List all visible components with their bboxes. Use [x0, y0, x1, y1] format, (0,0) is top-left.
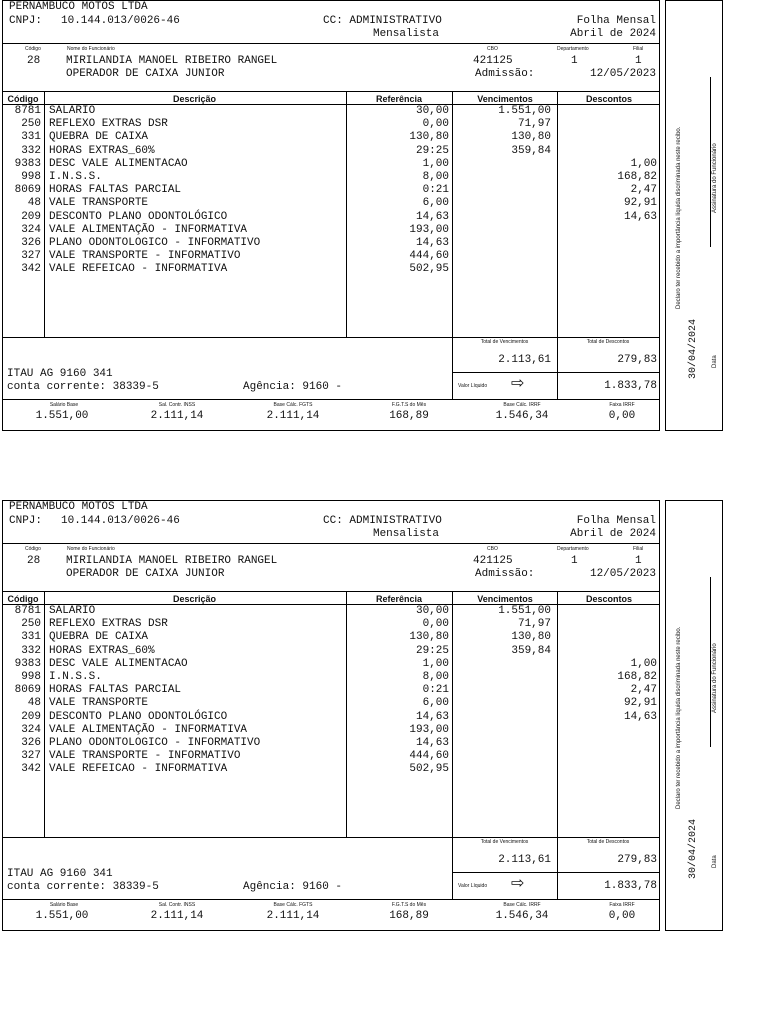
row-description: VALE ALIMENTAÇÃO - INFORMATIVA [49, 723, 248, 736]
row-code: 327 [21, 750, 41, 763]
payslip-main [2, 0, 660, 431]
row-description: DESCONTO PLANO ODONTOLÓGICO [49, 710, 228, 723]
row-description: REFLEXO EXTRAS DSR [49, 118, 168, 131]
inss-base-label: Sal. Contr. INSS [158, 902, 196, 908]
row-reference: 130,80 [409, 631, 449, 644]
base-salary-value: 1.551,00 [35, 410, 89, 422]
row-reference: 193,00 [409, 723, 449, 736]
row-reference: 0,00 [422, 118, 449, 131]
col-earnings-header: Vencimentos [477, 594, 533, 604]
row-reference: 130,80 [409, 131, 449, 144]
row-description: SALARIO [49, 605, 96, 617]
row-earning [452, 763, 551, 776]
row-reference: 14,63 [415, 736, 449, 749]
employment-type: Mensalista [372, 28, 439, 40]
row-earning [452, 211, 551, 224]
row-code: 48 [27, 697, 41, 710]
row-description: VALE TRANSPORTE - INFORMATIVO [49, 250, 241, 263]
row-code: 48 [27, 197, 41, 210]
admission-label: Admissão: [475, 568, 535, 580]
fgts-base-value: 2.111,14 [266, 410, 320, 422]
row-code: 209 [21, 710, 41, 723]
row-earning: 71,97 [517, 618, 551, 631]
fgts-base-label: Base Cálc. FGTS [273, 402, 313, 408]
inss-base-label: Sal. Contr. INSS [158, 402, 196, 408]
department-label: Departamento [557, 46, 589, 52]
row-reference: 8,00 [422, 170, 449, 183]
row-reference: 1,00 [422, 157, 449, 170]
row-code: 324 [21, 723, 41, 736]
cnpj-value: 10.144.013/0026-46 [61, 515, 180, 527]
descriptions-column [49, 605, 345, 776]
row-earning [452, 224, 551, 237]
row-description: VALE TRANSPORTE [49, 697, 149, 710]
row-code: 332 [21, 144, 41, 157]
row-code: 9383 [14, 657, 41, 670]
total-deductions-value: 279,83 [617, 354, 657, 366]
row-code: 332 [21, 644, 41, 657]
row-earning: 130,80 [511, 131, 551, 144]
row-reference: 0:21 [422, 684, 449, 697]
earnings-column [452, 105, 551, 276]
payslip-copy-1 [0, 0, 768, 434]
col-deductions-header: Descontos [585, 594, 632, 604]
row-deduction [557, 724, 657, 737]
col-deductions-header: Descontos [585, 94, 632, 104]
row-earning [452, 158, 551, 171]
total-earnings-label: Total de Vencimentos [480, 339, 529, 345]
row-deduction: 1,00 [630, 157, 657, 170]
row-description: REFLEXO EXTRAS DSR [49, 618, 168, 631]
row-deduction: 92,91 [623, 697, 657, 710]
row-earning [452, 684, 551, 697]
name-label: Nome do Funcionário [67, 546, 115, 552]
pay-period: Abril de 2024 [570, 528, 656, 540]
row-earning [452, 237, 551, 250]
row-description: PLANO ODONTOLOGICO - INFORMATIVO [49, 736, 261, 749]
row-code: 326 [21, 236, 41, 249]
cbo-value: 421125 [473, 555, 513, 567]
fgts-month-value: 168,89 [389, 910, 429, 922]
irrf-bracket-label: Faixa IRRF [609, 902, 635, 908]
row-earning [452, 697, 551, 710]
department-label: Departamento [557, 546, 589, 552]
inss-base-value: 2.111,14 [150, 410, 204, 422]
row-earning: 71,97 [517, 118, 551, 131]
row-deduction: 1,00 [630, 657, 657, 670]
employee-signature-label: Assinatura do Funcionário [712, 143, 718, 213]
row-code: 250 [21, 118, 41, 131]
row-earning [452, 250, 551, 263]
row-reference: 14,63 [415, 710, 449, 723]
signature-date: 30/04/2024 [688, 818, 699, 879]
row-deduction [557, 118, 657, 131]
row-reference: 30,00 [415, 605, 449, 617]
row-earning [452, 171, 551, 184]
row-code: 9383 [14, 157, 41, 170]
row-reference: 14,63 [415, 210, 449, 223]
date-label: Data [712, 855, 718, 868]
row-reference: 6,00 [422, 697, 449, 710]
cbo-label: CBO [487, 46, 498, 52]
cnpj-value: 10.144.013/0026-46 [61, 15, 180, 27]
row-deduction [557, 631, 657, 644]
row-deduction [557, 645, 657, 658]
col-earnings-header: Vencimentos [477, 94, 533, 104]
row-code: 331 [21, 131, 41, 144]
row-description: DESC VALE ALIMENTACAO [49, 657, 188, 670]
row-description: VALE TRANSPORTE [49, 197, 149, 210]
employee-code: 28 [27, 55, 41, 67]
employee-name: MIRILANDIA MANOEL RIBEIRO RANGEL [66, 555, 278, 567]
agency-line: Agência: 9160 - [243, 381, 343, 393]
employee-name: MIRILANDIA MANOEL RIBEIRO RANGEL [66, 55, 278, 67]
row-reference: 193,00 [409, 223, 449, 236]
bank-line: ITAU AG 9160 341 [7, 868, 113, 880]
row-code: 326 [21, 736, 41, 749]
row-deduction [557, 737, 657, 750]
row-earning [452, 737, 551, 750]
irrf-base-value: 1.546,34 [495, 410, 549, 422]
row-earning [452, 263, 551, 276]
row-code: 324 [21, 223, 41, 236]
row-deduction [557, 250, 657, 263]
row-reference: 29:25 [415, 644, 449, 657]
row-code: 8781 [14, 605, 41, 617]
row-earning: 1.551,00 [498, 605, 551, 617]
employee-code: 28 [27, 555, 41, 567]
cbo-value: 421125 [473, 55, 513, 67]
admission-date: 12/05/2023 [589, 68, 656, 80]
row-reference: 8,00 [422, 670, 449, 683]
row-code: 331 [21, 631, 41, 644]
pay-period: Abril de 2024 [570, 28, 656, 40]
department-value: 1 [571, 55, 578, 67]
total-earnings-value: 2.113,61 [498, 854, 551, 866]
net-value: 1.833,78 [604, 880, 657, 892]
row-deduction: 14,63 [623, 710, 657, 723]
col-description-header: Descrição [172, 94, 217, 104]
row-code: 342 [21, 263, 41, 276]
receipt-declaration: Declaro ter recebido a importância líquida discriminada neste recibo. [676, 626, 682, 809]
row-earning [452, 750, 551, 763]
row-earning: 1.551,00 [498, 105, 551, 117]
company-name: PERNAMBUCO MOTOS LTDA [9, 1, 148, 13]
employee-signature-label: Assinatura do Funcionário [712, 643, 718, 713]
row-code: 209 [21, 210, 41, 223]
row-code: 8069 [14, 184, 41, 197]
row-code: 250 [21, 618, 41, 631]
base-salary-value: 1.551,00 [35, 910, 89, 922]
signature-stub [665, 0, 723, 431]
cnpj-label: CNPJ: [9, 15, 43, 27]
row-deduction: 2,47 [630, 184, 657, 197]
earnings-column [452, 605, 551, 776]
row-description: DESCONTO PLANO ODONTOLÓGICO [49, 210, 228, 223]
codes-column [3, 605, 41, 776]
row-code: 342 [21, 763, 41, 776]
bank-line: ITAU AG 9160 341 [7, 368, 113, 380]
row-description: HORAS FALTAS PARCIAL [49, 684, 182, 697]
employee-role: OPERADOR DE CAIXA JUNIOR [66, 68, 225, 80]
row-code: 998 [21, 170, 41, 183]
row-description: SALARIO [49, 105, 96, 117]
admission-date: 12/05/2023 [589, 568, 656, 580]
row-earning [452, 724, 551, 737]
codes-column [3, 105, 41, 276]
row-deduction: 92,91 [623, 197, 657, 210]
net-value-label: Valor Líquido [458, 383, 488, 389]
total-deductions-value: 279,83 [617, 854, 657, 866]
signature-stub [665, 500, 723, 931]
row-deduction: 2,47 [630, 684, 657, 697]
net-value: 1.833,78 [604, 380, 657, 392]
total-deductions-label: Total de Descontos [586, 839, 630, 845]
sheet-title: Folha Mensal [576, 15, 656, 27]
row-description: QUEBRA DE CAIXA [49, 131, 149, 144]
row-description: QUEBRA DE CAIXA [49, 631, 149, 644]
references-column [346, 605, 449, 776]
department-value: 1 [571, 555, 578, 567]
code-label: Código [25, 546, 41, 552]
cnpj-label: CNPJ: [9, 515, 43, 527]
irrf-base-label: Base Cálc. IRRF [503, 402, 541, 408]
row-reference: 0,00 [422, 618, 449, 631]
fgts-month-label: F.G.T.S do Mês [391, 902, 427, 908]
row-deduction [557, 750, 657, 763]
total-deductions-label: Total de Descontos [586, 339, 630, 345]
row-reference: 502,95 [409, 263, 449, 276]
row-deduction [557, 145, 657, 158]
net-value-label: Valor Líquido [458, 883, 488, 889]
row-description: VALE TRANSPORTE - INFORMATIVO [49, 750, 241, 763]
cbo-label: CBO [487, 546, 498, 552]
total-earnings-value: 2.113,61 [498, 354, 551, 366]
row-deduction [557, 763, 657, 776]
receipt-declaration: Declaro ter recebido a importância líquida discriminada neste recibo. [676, 126, 682, 309]
row-description: I.N.S.S. [49, 670, 102, 683]
row-description: HORAS EXTRAS_60% [49, 644, 155, 657]
irrf-bracket-value: 0,00 [608, 910, 636, 922]
row-deduction [557, 618, 657, 631]
row-code: 8781 [14, 105, 41, 117]
row-earning [452, 671, 551, 684]
row-code: 998 [21, 670, 41, 683]
row-description: HORAS FALTAS PARCIAL [49, 184, 182, 197]
col-reference-header: Referência [375, 594, 423, 604]
row-deduction [557, 105, 657, 118]
row-earning: 130,80 [511, 631, 551, 644]
agency-line: Agência: 9160 - [243, 881, 343, 893]
row-earning [452, 658, 551, 671]
irrf-base-value: 1.546,34 [495, 910, 549, 922]
row-deduction [557, 605, 657, 618]
col-code-header: Código [7, 94, 39, 104]
row-deduction [557, 237, 657, 250]
row-description: HORAS EXTRAS_60% [49, 144, 155, 157]
row-deduction [557, 263, 657, 276]
col-reference-header: Referência [375, 94, 423, 104]
row-earning: 359,84 [511, 144, 551, 157]
total-earnings-label: Total de Vencimentos [480, 839, 529, 845]
branch-label: Filial [633, 546, 644, 552]
row-description: VALE REFEICAO - INFORMATIVA [49, 763, 228, 776]
right-arrow-icon: ⇨ [511, 375, 525, 392]
row-reference: 444,60 [409, 750, 449, 763]
row-description: DESC VALE ALIMENTACAO [49, 157, 188, 170]
branch-value: 1 [635, 55, 642, 67]
row-description: PLANO ODONTOLOGICO - INFORMATIVO [49, 236, 261, 249]
employee-role: OPERADOR DE CAIXA JUNIOR [66, 568, 225, 580]
account-line: conta corrente: 38339-5 [7, 881, 159, 893]
irrf-bracket-label: Faixa IRRF [609, 402, 635, 408]
row-description: VALE REFEICAO - INFORMATIVA [49, 263, 228, 276]
sheet-title: Folha Mensal [576, 515, 656, 527]
cost-center: CC: ADMINISTRATIVO [323, 15, 442, 27]
row-reference: 0:21 [422, 184, 449, 197]
cost-center: CC: ADMINISTRATIVO [323, 515, 442, 527]
row-deduction: 168,82 [617, 670, 657, 683]
col-code-header: Código [7, 594, 39, 604]
employment-type: Mensalista [372, 528, 439, 540]
row-code: 327 [21, 250, 41, 263]
fgts-base-label: Base Cálc. FGTS [273, 902, 313, 908]
payslip-copy-2 [0, 500, 768, 934]
signature-date: 30/04/2024 [688, 318, 699, 379]
row-description: I.N.S.S. [49, 170, 102, 183]
fgts-month-label: F.G.T.S do Mês [391, 402, 427, 408]
row-deduction: 168,82 [617, 170, 657, 183]
row-deduction [557, 131, 657, 144]
row-deduction: 14,63 [623, 210, 657, 223]
descriptions-column [49, 105, 345, 276]
row-deduction [557, 224, 657, 237]
right-arrow-icon: ⇨ [511, 875, 525, 892]
row-reference: 29:25 [415, 144, 449, 157]
code-label: Código [25, 46, 41, 52]
col-description-header: Descrição [172, 594, 217, 604]
deductions-column [557, 105, 657, 276]
branch-value: 1 [635, 555, 642, 567]
irrf-base-label: Base Cálc. IRRF [503, 902, 541, 908]
inss-base-value: 2.111,14 [150, 910, 204, 922]
base-salary-label: Salário Base [49, 402, 79, 408]
row-reference: 1,00 [422, 657, 449, 670]
row-reference: 6,00 [422, 197, 449, 210]
references-column [346, 105, 449, 276]
deductions-column [557, 605, 657, 776]
row-reference: 502,95 [409, 763, 449, 776]
fgts-base-value: 2.111,14 [266, 910, 320, 922]
row-reference: 444,60 [409, 250, 449, 263]
payslip-main [2, 500, 660, 931]
irrf-bracket-value: 0,00 [608, 410, 636, 422]
row-earning [452, 197, 551, 210]
branch-label: Filial [633, 46, 644, 52]
account-line: conta corrente: 38339-5 [7, 381, 159, 393]
row-reference: 14,63 [415, 236, 449, 249]
row-earning: 359,84 [511, 644, 551, 657]
row-earning [452, 184, 551, 197]
admission-label: Admissão: [475, 68, 535, 80]
row-description: VALE ALIMENTAÇÃO - INFORMATIVA [49, 223, 248, 236]
company-name: PERNAMBUCO MOTOS LTDA [9, 501, 148, 513]
row-code: 8069 [14, 684, 41, 697]
base-salary-label: Salário Base [49, 902, 79, 908]
name-label: Nome do Funcionário [67, 46, 115, 52]
row-earning [452, 711, 551, 724]
row-reference: 30,00 [415, 105, 449, 117]
date-label: Data [712, 355, 718, 368]
fgts-month-value: 168,89 [389, 410, 429, 422]
